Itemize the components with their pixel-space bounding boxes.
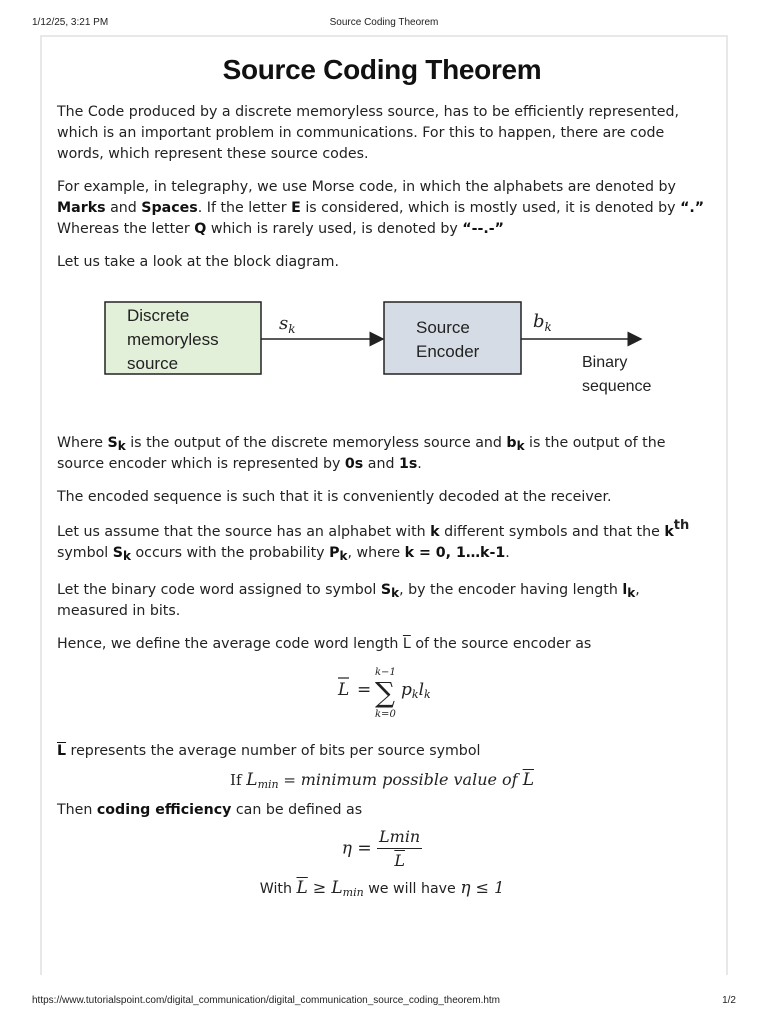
eq1-sigma: ∑ (375, 676, 395, 709)
page-title: Source Coding Theorem (222, 54, 542, 85)
paragraph-intro: The Code produced by a discrete memoryless source, has to be efficiently represented, which is an important problem in communications. For this to happen, there are code words, which represent these source codes. (57, 104, 679, 162)
paragraph-binary-code: Let the binary code word assigned to symbol $S_k$, by the encoder having length $l_k$, measured in bits. (57, 582, 640, 619)
paragraph-morse: For example, in telegraphy, we use Morse code, in which the alphabets are denoted by Marks and Spaces. If the letter E is considered, which is mostly used, it is denoted by “.” Whereas the letter Q which is rarely used, is denoted by “--.-” (57, 179, 705, 237)
paragraph-coding-efficiency: Then coding efficiency can be defined as (57, 802, 363, 818)
block1-line1: Discrete (127, 306, 190, 325)
print-date: 1/12/25, 3:21 PM (32, 17, 109, 28)
equation-lmin: If $L_{min}$ = minimum possible value of $\overline{L}$ (230, 770, 534, 791)
equation-bound: With $\overline{L} \ge L_{min}$ we will have η ≤ 1 (259, 878, 505, 899)
equation-efficiency: η = $\frac{Lmin}{L}$ (341, 827, 421, 870)
paragraph-where: Where $S_k$ is the output of the discrete memoryless source and $b_k$ is the output of the source encoder which is represented by 0s and 1s. (57, 435, 666, 472)
paragraph-lbar-meaning: $\overline{L}$ represents the average number of bits per source symbol (57, 743, 481, 759)
page-number: 1/2 (722, 995, 736, 1006)
block1-line3: source (127, 354, 179, 373)
block2-line1: Source (416, 318, 470, 337)
block2-line2: Encoder (416, 342, 480, 361)
paragraph-encoded-sequence: The encoded sequence is such that it is conveniently decoded at the receiver. (57, 489, 612, 505)
paragraph-diagram-intro: Let us take a look at the block diagram. (57, 254, 340, 270)
print-footer (32, 995, 736, 1009)
paragraph-assume: Let us assume that the source has an alphabet with k different symbols and that the kth symbol $S_k$ occurs with the probability $P_k$, where k = 0, 1…k-1. (57, 518, 690, 563)
block-diagram (57, 285, 707, 415)
source-encoder-block (384, 302, 521, 374)
equation-average-length (57, 667, 707, 729)
paragraph-average-length: Hence, we define the average code word length $\overline{L}$ of the source encoder as (57, 636, 592, 652)
block1-line2: memoryless (127, 330, 219, 349)
label-sk: $s_k$ (279, 313, 296, 336)
label-bk: $b_k$ (533, 311, 552, 334)
print-url: https://www.tutorialspoint.com/digital_communication/digital_communication_source_coding_theorem.htm (32, 995, 501, 1006)
article (57, 50, 707, 910)
print-header (32, 17, 736, 31)
eq1-lhs: L (338, 680, 350, 700)
eq1-lower: k=0 (375, 709, 396, 720)
eq1-equals: = (357, 680, 372, 700)
print-title: Source Coding Theorem (329, 17, 439, 28)
output-line2: sequence (582, 378, 652, 395)
eq1-upper: k−1 (375, 667, 396, 678)
efficiency-fraction: $\frac{Lmin}{L}$ (379, 827, 421, 870)
eq1-term: pklk (401, 680, 431, 701)
block-diagram-svg (57, 285, 707, 415)
output-line1: Binary (582, 354, 628, 371)
